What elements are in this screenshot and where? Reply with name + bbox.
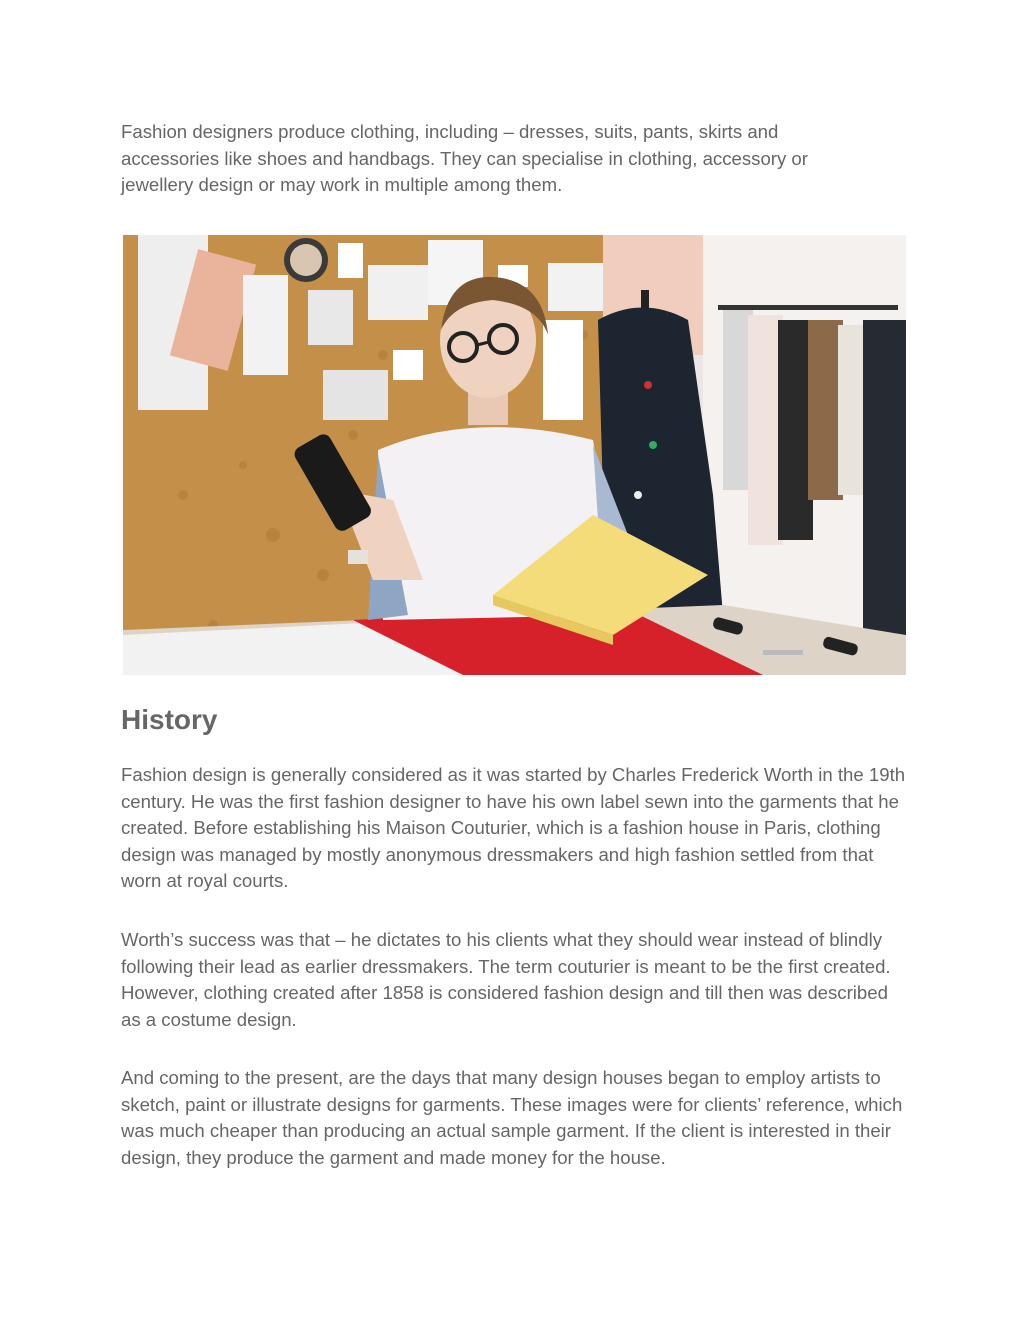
photo-fashion-designer-icon (123, 235, 906, 675)
intro-paragraph: Fashion designers produce clothing, including – dresses, suits, pants, skirts and accessories like shoes and handbags. They can specialise in clothing, accessory or jewellery design or may work in multiple among them. (121, 121, 808, 195)
fashion-designer-photo (123, 235, 906, 675)
history-paragraph: And coming to the present, are the days that many design houses began to employ artists to sketch, paint or illustrate designs for garments. These images were for clients’ reference, which was much cheaper than producing an actual sample garment. If the client is interested in their design, they produce the garment and made money for the house. (121, 1067, 903, 1168)
section-heading-history: History (121, 704, 218, 735)
history-paragraph: Fashion design is generally considered as it was started by Charles Frederick Worth in the 19th century. He was the first fashion designer to have his own label sewn into the garments that he created. Before establishing his Maison Couturier, which is a fashion house in Paris, clothing design was managed by mostly anonymous dressmakers and high fashion settled from that worn at royal courts. (121, 764, 906, 891)
history-paragraph: Worth’s success was that – he dictates to his clients what they should wear instead of blindly following their lead as earlier dressmakers. The term couturier is meant to be the first created. However, clothing created after 1858 is considered fashion design and till then was described as a costume design. (121, 929, 891, 1030)
